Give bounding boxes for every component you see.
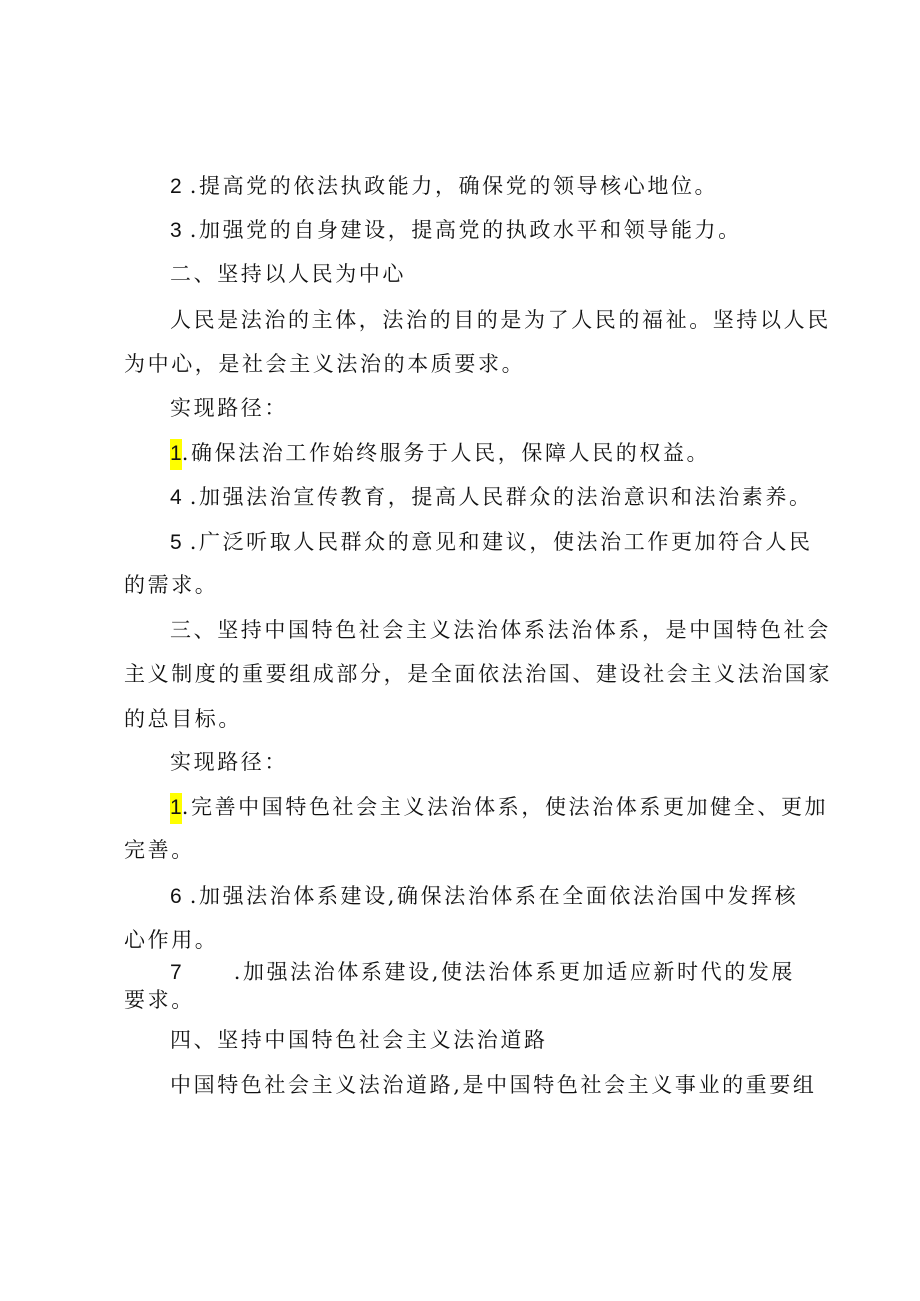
item-text: .提高党的依法执政能力，确保党的领导核心地位。 <box>189 174 719 198</box>
list-item-1b-highlighted <box>170 793 870 822</box>
paragraph-line: 主义制度的重要组成部分，是全面依法治国、建设社会主义法治国家 <box>124 662 832 686</box>
item-number: 3 <box>170 219 182 242</box>
item-text: .确保法治工作始终服务于人民，保障人民的权益。 <box>181 441 711 465</box>
list-item-3 <box>170 216 870 245</box>
item-text: .加强党的自身建设，提高党的执政水平和领导能力。 <box>189 218 742 242</box>
item-text: .加强法治宣传教育，提高人民群众的法治意识和法治素养。 <box>189 485 813 509</box>
paragraph-line: 要求。 <box>124 988 195 1012</box>
section-heading-3: 三、坚持中国特色社会主义法治体系法治体系，是中国特色社会 <box>170 618 831 642</box>
highlighted-number: 1 <box>170 793 182 824</box>
item-text: .广泛听取人民群众的意见和建议，使法治工作更加符合人民 <box>189 530 813 554</box>
list-item-7 <box>170 958 870 987</box>
path-label: 实现路径： <box>170 396 288 420</box>
list-item-5 <box>170 528 870 557</box>
list-item-6 <box>170 882 870 911</box>
paragraph-line: 的需求。 <box>124 573 219 597</box>
item-number: 2 <box>170 175 182 198</box>
list-item-2 <box>170 172 870 201</box>
section-heading-4: 四、坚持中国特色社会主义法治道路 <box>170 1028 548 1052</box>
list-item-4 <box>170 483 870 512</box>
paragraph-line: 人民是法治的主体，法治的目的是为了人民的福祉。坚持以人民 <box>170 308 831 332</box>
item-text: .加强法治体系建设,使法治体系更加适应新时代的发展 <box>233 960 796 984</box>
paragraph-line: 的总目标。 <box>124 707 242 731</box>
item-text: .加强法治体系建设,确保法治体系在全面依法治国中发挥核 <box>189 884 799 908</box>
list-item-1-highlighted <box>170 439 870 468</box>
section-heading-2: 二、坚持以人民为中心 <box>170 262 406 286</box>
paragraph-line: 中国特色社会主义法治道路,是中国特色社会主义事业的重要组 <box>170 1073 817 1097</box>
item-number: 4 <box>170 486 182 509</box>
item-text: .完善中国特色社会主义法治体系，使法治体系更加健全、更加 <box>181 795 829 819</box>
item-number: 7 <box>170 961 182 984</box>
item-number: 5 <box>170 531 182 554</box>
highlighted-number: 1 <box>170 439 182 470</box>
paragraph-line: 心作用。 <box>124 928 219 952</box>
paragraph-line: 完善。 <box>124 838 195 862</box>
paragraph-line: 为中心，是社会主义法治的本质要求。 <box>124 352 526 376</box>
path-label: 实现路径： <box>170 750 288 774</box>
item-number: 6 <box>170 885 182 908</box>
